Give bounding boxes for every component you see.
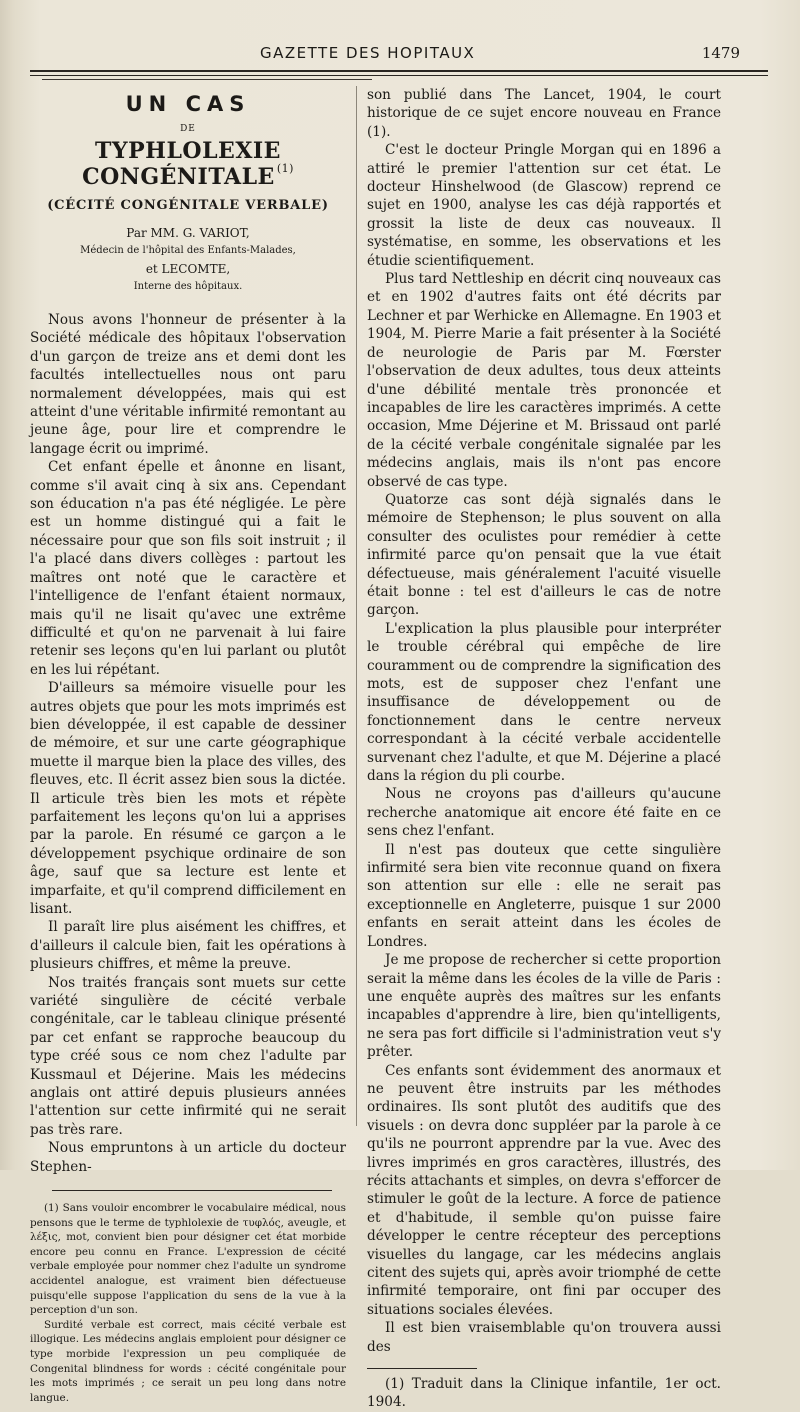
footnotes-left [30, 1201, 346, 1405]
right-paragraph-2: C'est le docteur Pringle Morgan qui en 1896 a attiré le premier l'attention sur cet état. Le docteur Hinshelwood (de Glascow) reprend ce sujet en 1900, analyse les cas déjà rapportés et grossit la liste de deux cas nouveaux. Il systématise, en somme, les observations et les étudie scientifiquement. [367, 142, 721, 269]
header-rule-thick [30, 70, 768, 72]
author-1-role: Médecin de l'hôpital des Enfants-Malades, [80, 245, 296, 256]
left-paragraph-2: Cet enfant épelle et ânonne en lisant, comme s'il avait cinq à six ans. Cependant son éducation n'a pas été négligée. Le père est un homme distingué qui a fait le nécessaire pour que son fils soit instruit ; il l'a placé dans divers collèges : partout les maîtres ont noté que le caractère et l'intelligence de l'enfant étaient normaux, mais qu'il ne lisait qu'avec une extrême difficulté et qu'on ne parvenait à lui faire retenir ses leçons qu'en lui parlant ou plutôt en les lui répétant. [30, 459, 346, 678]
right-paragraph-4: Quatorze cas sont déjà signalés dans le mémoire de Stephenson; le plus souvent on alla consulter des oculistes pour remédier à cette infirmité parce qu'on pensait que la vue était défectueuse, mais généralement l'acuité visuelle était bonne : tel est d'ailleurs le cas de notre garçon. [367, 491, 721, 619]
left-body [30, 311, 346, 1176]
right-paragraph-6: Nous ne croyons pas d'ailleurs qu'aucune recherche anatomique ait encore été faite en ce sens chez l'enfant. [367, 786, 721, 840]
footnote-rule-left [52, 1190, 332, 1191]
article-main-title-text: TYPHLOLEXIE CONGÉNITALE [82, 138, 281, 190]
author-2-role: Interne des hôpitaux. [133, 281, 243, 292]
left-paragraph-1: Nous avons l'honneur de présenter à la Société médicale des hôpitaux l'observation d'un garçon de treize ans et demi dont les facultés intellectuelles nous ont paru normalement développées, mais qui est atteint d'une véritable infirmité remontant au jeune âge, pour lire et comprendre le langage écrit ou imprimé. [30, 312, 346, 457]
title-footnote-mark: (1) [276, 162, 294, 175]
footnote-right: (1) Traduit dans la Clinique infantile, 1er oct. 1904. [367, 1376, 721, 1411]
footnote-left-1: (1) Sans vouloir encombrer le vocabulaire médical, nous pensons que le terme de typhlolexie de τυφλός, aveugle, et λέξις, mot, convient bien pour désigner cet état morbide encore peu connu en France. L'expression de cécité verbale employée pour nommer chez l'adulte un syndrome accidentel analogue, est vraiment bien défectueuse puisqu'elle suppose l'application du sens de la vue à la perception d'un son. [30, 1202, 346, 1317]
column-separator [356, 86, 357, 1126]
footnote-left-2: Surdité verbale est correct, mais cécité verbale est illogique. Les médecins anglais emploient pour désigner ce type morbide l'expression un peu compliquée de Congenital blindness for words : cécité congénitale pour les mots imprimés ; ce serait un peu long dans notre langue. [30, 1318, 346, 1404]
right-paragraph-5: L'explication la plus plausible pour interpréter le trouble cérébral qui empêche de lire couramment ou de comprendre la signification des mots, est de supposer chez l'enfant une insuffisance de développement ou de fonctionnement dans le centre nerveux correspondant à la cécité verbale accidentelle survenant chez l'adulte, et que M. Déjerine a placé dans la région du pli courbe. [367, 620, 721, 785]
right-paragraph-9: Ces enfants sont évidemment des anormaux et ne peuvent être instruits par les méthodes ordinaires. Ils sont plutôt des auditifs que des visuels : on devra donc suppléer par la parole à ce qu'ils ne pourront apprendre par la vue. Avec des livres imprimés en gros caractères, illustrés, des récits attachants et simples, on devra s'efforcer de stimuler le goût de la lecture. A force de patience et d'habitude, il semble qu'on puisse faire développer le centre récepteur des perceptions visuelles du langage, car les médecins anglais citent des sujets qui, après avoir triomphé de cette infirmité temporaire, ont fini par occuper des situations sociales élevées. [367, 1062, 721, 1318]
page-number: 1479 [701, 44, 740, 62]
right-column [367, 86, 721, 1412]
right-paragraph-8: Je me propose de rechercher si cette proportion serait la même dans les écoles de la ville de Paris : une enquête auprès des maîtres sur les enfants incapables d'apprendre à lire, bien qu'intelligents, ne sera pas fort difficile si l'administration veut s'y prêter. [367, 952, 721, 1061]
left-column [30, 92, 346, 1405]
left-paragraph-6: Nous empruntons à un article du docteur Stephen- [30, 1140, 346, 1175]
article-title-de: DE [180, 124, 196, 134]
left-paragraph-3: D'ailleurs sa mémoire visuelle pour les autres objets que pour les mots imprimés est bien développée, il est capable de dessiner de mémoire, et sur une carte géographique muette il marque bien la place des villes, des fleuves, etc. Il écrit assez bien sous la dictée. Il articule très bien les mots et répète parfaitement les leçons qu'on lui a apprises par la parole. En résumé ce garçon a le développement psychique ordinaire de son âge, sauf que sa lecture est lente et imparfaite, et qu'il comprend difficilement en lisant. [30, 680, 346, 917]
author-1: Par MM. G. VARIOT, [126, 226, 250, 240]
article-main-title [30, 138, 346, 190]
header-rule-swash [42, 79, 372, 80]
left-paragraph-5: Nos traités français sont muets sur cette variété singulière de cécité verbale congénitale, car le tableau clinique présenté par cet enfant se rapproche beaucoup du type créé sous ce nom chez l'adulte par Kussmaul et Déjerine. Mais les médecins anglais ont attiré depuis plusieurs années l'attention sur cette infirmité qui ne serait pas très rare. [30, 974, 346, 1138]
header-rule-thin [30, 75, 768, 76]
right-paragraph-10: Il est bien vraisemblable qu'on trouvera aussi des [367, 1320, 721, 1355]
article-title-line1: UN CAS [125, 92, 251, 116]
page-header [0, 44, 800, 66]
journal-title: GAZETTE DES HOPITAUX [260, 44, 476, 62]
right-paragraph-7: Il n'est pas douteux que cette singulière infirmité sera bien vite reconnue quand on fixera son attention sur elle : elle ne serait pas exceptionnelle en Angleterre, puisque 1 sur 2000 enfants en serait atteint dans les écoles de Londres. [367, 841, 721, 950]
article-subtitle: (CÉCITÉ CONGÉNITALE VERBALE) [47, 198, 329, 213]
right-paragraph-3: Plus tard Nettleship en décrit cinq nouveaux cas et en 1902 d'autres faits ont été décrits par Lechner et par Werhicke en Allemagne. En 1903 et 1904, M. Pierre Marie a fait présenter à la Société de neurologie de Paris par M. Fœrster l'observation de deux adultes, tous deux atteints d'une débilité mentale très prononcée et incapables de lire les caractères imprimés. A cette occasion, Mme Déjerine et M. Brissaud ont parlé de la cécité verbale congénitale signalée par les médecins anglais, mais ils n'ont pas encore observé de cas type. [367, 271, 721, 490]
footnote-rule-right [367, 1368, 477, 1369]
author-2: et LECOMTE, [145, 262, 231, 276]
left-paragraph-4: Il paraît lire plus aisément les chiffres, et d'ailleurs il calcule bien, fait les opérations à plusieurs chiffres, et même la preuve. [30, 919, 346, 973]
right-paragraph-1: son publié dans The Lancet, 1904, le court historique de ce sujet encore nouveau en France (1). [367, 87, 721, 140]
